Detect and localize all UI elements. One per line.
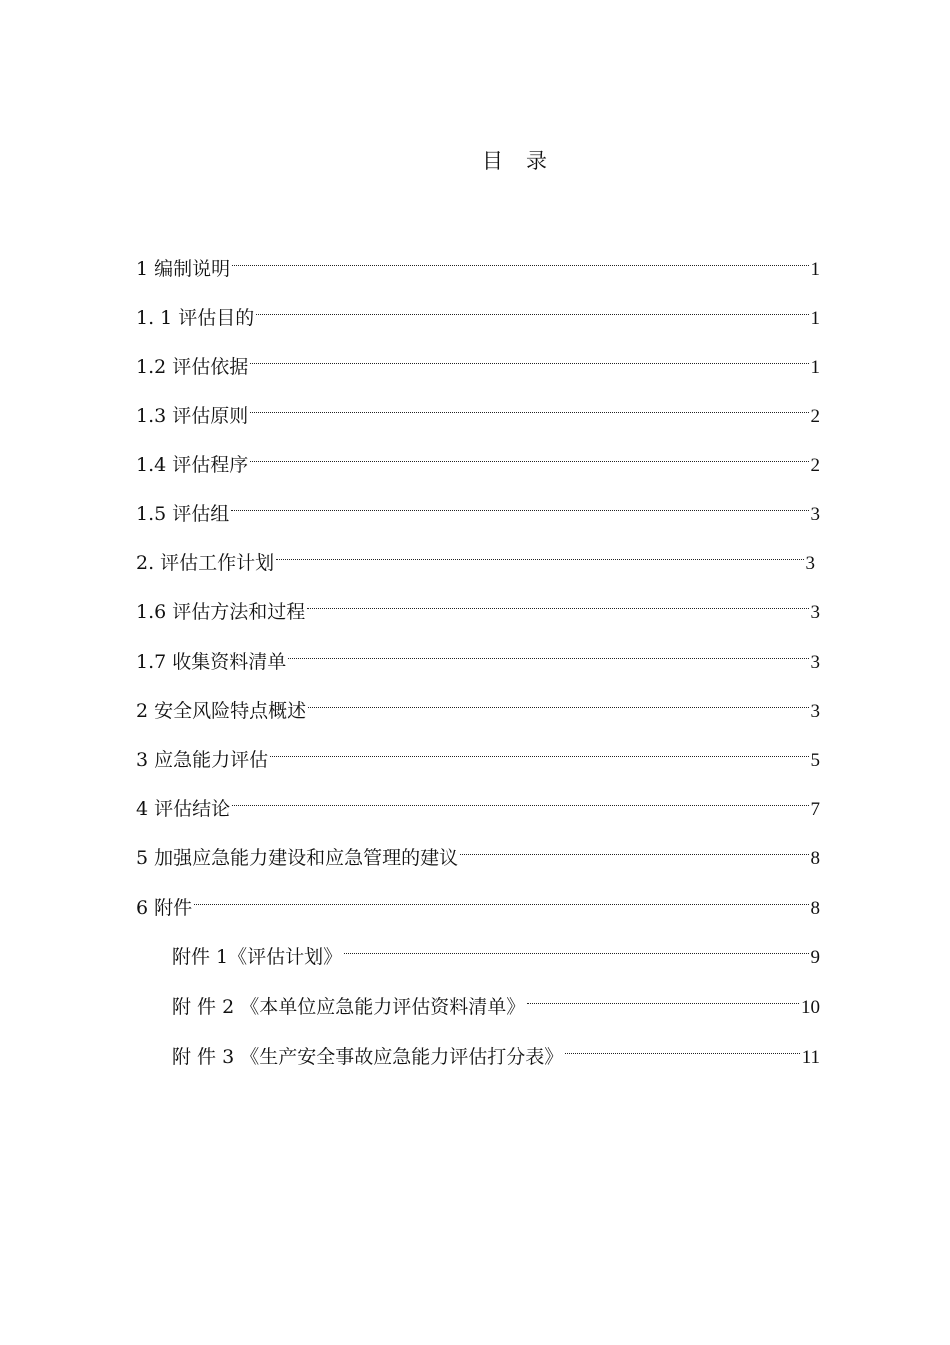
toc-entry[interactable] xyxy=(136,390,820,427)
toc-page-number: 1 xyxy=(810,357,820,378)
toc-entry[interactable] xyxy=(136,783,820,820)
toc-entry-label: 1. 1 评估目的 xyxy=(136,307,255,329)
toc-entry-label: 2. 评估工作计划 xyxy=(136,552,275,574)
toc-entry-label: 1.5 评估组 xyxy=(136,503,230,525)
toc-entry[interactable] xyxy=(136,734,820,771)
toc-entry[interactable] xyxy=(136,586,820,623)
toc-page-number: 2 xyxy=(810,406,820,427)
toc-leader-dots xyxy=(250,439,808,471)
toc-page-number: 1 xyxy=(810,259,820,280)
toc-page-number: 9 xyxy=(810,947,820,968)
toc-leader-dots xyxy=(344,931,808,963)
toc-page-number: 10 xyxy=(801,997,820,1018)
toc-entry[interactable] xyxy=(136,636,820,673)
toc-page-number: 3 xyxy=(810,652,820,673)
toc-entry-label: 附 件 2 《本单位应急能力评估资料清单》 xyxy=(172,996,526,1018)
toc-entry-label: 附 件 3 《生产安全事故应急能力评估打分表》 xyxy=(172,1046,564,1068)
toc-leader-dots xyxy=(250,390,808,422)
title-char-2: 录 xyxy=(526,149,548,173)
toc-entry[interactable] xyxy=(136,292,820,329)
toc-leader-dots xyxy=(231,488,808,520)
toc-entry-label: 1.2 评估依据 xyxy=(136,356,249,378)
toc-entry[interactable] xyxy=(172,931,820,968)
toc-leader-dots xyxy=(308,685,808,717)
toc-leader-dots xyxy=(232,783,808,815)
toc-page-number: 11 xyxy=(801,1047,820,1068)
toc-entry[interactable] xyxy=(136,488,820,525)
toc-page-number: 3 xyxy=(810,504,820,525)
toc-entry-label: 4 评估结论 xyxy=(136,798,231,820)
toc-leader-dots xyxy=(194,882,808,914)
toc-leader-dots xyxy=(270,734,808,766)
toc-entry[interactable] xyxy=(136,537,815,574)
toc-entry-label: 1.4 评估程序 xyxy=(136,454,249,476)
toc-leader-dots xyxy=(232,243,808,275)
page-title xyxy=(0,145,950,175)
toc-entry[interactable] xyxy=(136,882,820,919)
toc-page-number: 2 xyxy=(810,455,820,476)
toc-entry[interactable] xyxy=(136,243,820,280)
toc-page-number: 3 xyxy=(810,602,820,623)
toc-entry-label: 5 加强应急能力建设和应急管理的建议 xyxy=(136,847,459,869)
toc-leader-dots xyxy=(460,832,808,864)
toc-page-number: 1 xyxy=(810,308,820,329)
toc-entry[interactable] xyxy=(136,341,820,378)
toc-entry-label: 1.3 评估原则 xyxy=(136,405,249,427)
toc-entry-label: 2 安全风险特点概述 xyxy=(136,700,307,722)
toc-entry-label: 6 附件 xyxy=(136,897,193,919)
toc-page-number: 8 xyxy=(810,848,820,869)
toc-leader-dots xyxy=(565,1031,799,1063)
toc-leader-dots xyxy=(288,636,808,668)
toc-entry[interactable] xyxy=(136,439,820,476)
toc-leader-dots xyxy=(256,292,808,324)
toc-page-number: 5 xyxy=(810,750,820,771)
toc-entry-label: 1.6 评估方法和过程 xyxy=(136,601,306,623)
toc-entry[interactable] xyxy=(136,685,820,722)
title-char-1: 目 xyxy=(482,149,504,173)
toc-entry-label: 1 编制说明 xyxy=(136,258,231,280)
toc-entry[interactable] xyxy=(172,981,820,1018)
toc-entry[interactable] xyxy=(136,832,820,869)
toc-entry-label: 3 应急能力评估 xyxy=(136,749,269,771)
toc-entry[interactable] xyxy=(172,1031,820,1068)
toc-leader-dots xyxy=(276,537,803,569)
toc-entry-label: 附件 1《评估计划》 xyxy=(172,946,343,968)
toc-leader-dots xyxy=(250,341,808,373)
toc-leader-dots xyxy=(307,586,808,618)
toc-page-number: 3 xyxy=(805,553,815,574)
toc-page-number: 3 xyxy=(810,701,820,722)
toc-page-number: 8 xyxy=(810,898,820,919)
toc-page-number: 7 xyxy=(810,799,820,820)
toc-leader-dots xyxy=(527,981,799,1013)
toc-entry-label: 1.7 收集资料清单 xyxy=(136,651,287,673)
